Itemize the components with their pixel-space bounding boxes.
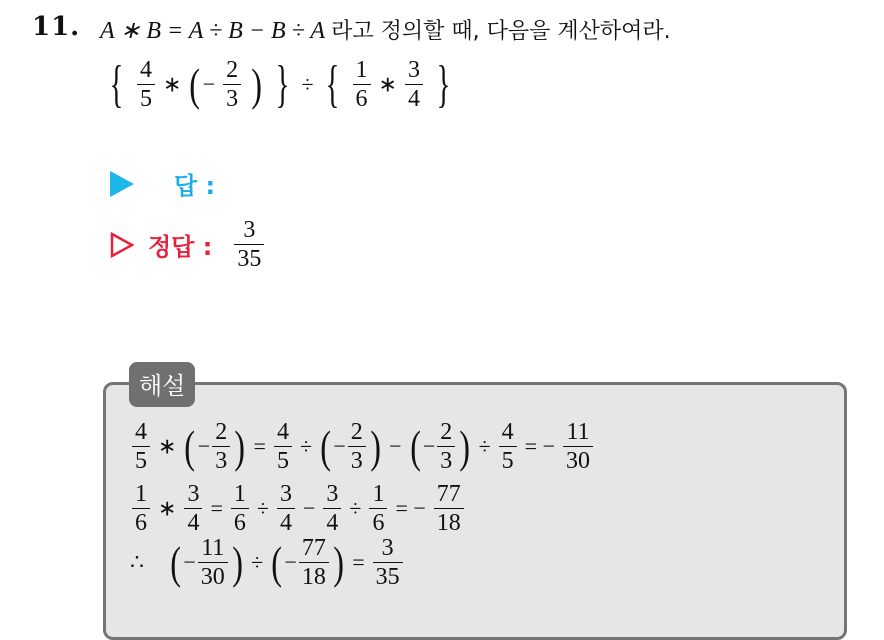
answer-label: 답 : xyxy=(174,172,216,200)
fraction: $\frac{2}{3}$ xyxy=(223,58,241,111)
solution-tag: 해설 xyxy=(129,362,195,407)
fraction: $\frac{3}{4}$ xyxy=(405,58,423,111)
problem-expression: { $\frac{4}{5}$ ∗ ( − $\frac{2}{3}$ ) } ÷ { $\frac{1}{6}$ ∗ $\frac{3}{4}$ } xyxy=(109,55,451,113)
solution-line-3: ∴ ( − $\frac{11}{30}$ ) ÷ ( − $\frac{77}{18}$ ) = $\frac{3}{35}$ xyxy=(130,536,405,589)
question-number: 11. xyxy=(32,12,81,42)
solution-line-2: $\frac{1}{6}$ ∗ $\frac{3}{4}$ = $\frac{1}{6}$ ÷ $\frac{3}{4}$ − $\frac{3}{4}$ ÷ $\frac{1}{6}$ = − $\frac{77}{18}$ xyxy=(130,482,466,535)
correct-answer-value: $\frac{3}{35}$ xyxy=(232,218,266,271)
question-prompt: 라고 정의할 때, 다음을 계산하여라. xyxy=(331,19,671,44)
correct-answer-label: 정답 : xyxy=(148,233,213,261)
fraction: $\frac{4}{5}$ xyxy=(137,58,155,111)
play-filled-icon xyxy=(110,171,134,197)
answer-row xyxy=(110,166,215,201)
final-answer: $\frac{3}{35}$ xyxy=(373,536,403,589)
solution-line-1: $\frac{4}{5}$ ∗ ( − $\frac{2}{3}$ ) = $\frac{4}{5}$ ÷ ( − $\frac{2}{3}$ ) − ( − $\frac{2}{3}$ ) ÷ $\frac{4}{5}$ = − $\frac{11}{30}$ xyxy=(130,420,595,473)
definition: A ∗ B = A ÷ B − B ÷ A xyxy=(100,18,326,44)
question-text xyxy=(100,14,671,45)
therefore-symbol: ∴ xyxy=(130,549,144,575)
fraction: $\frac{1}{6}$ xyxy=(353,58,371,111)
correct-answer-row xyxy=(110,218,266,271)
play-outline-icon xyxy=(110,232,134,258)
